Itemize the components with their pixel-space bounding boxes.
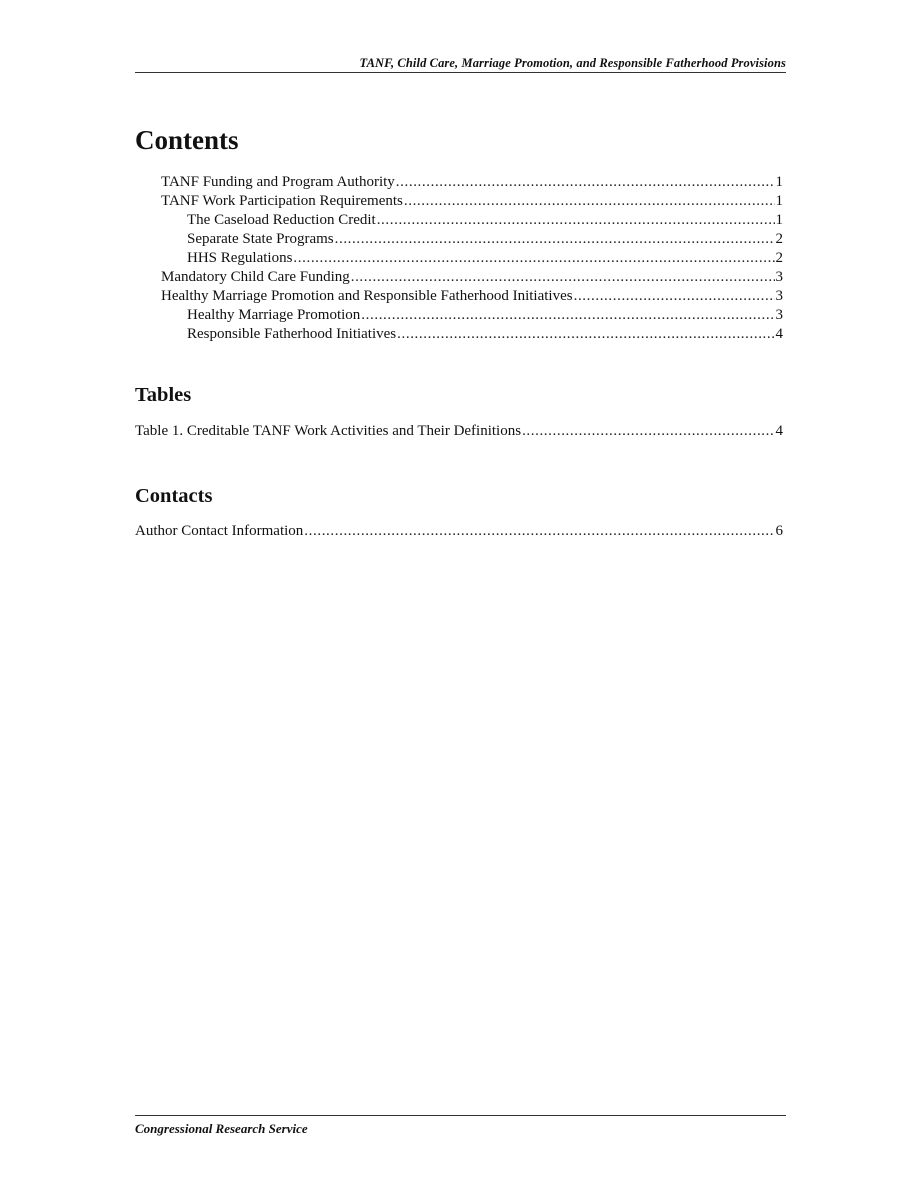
dot-leader (522, 422, 774, 441)
toc-entry-responsible-fatherhood[interactable] (135, 325, 783, 344)
toc-entry-title: The Caseload Reduction Credit (187, 212, 376, 228)
running-footer: Congressional Research Service (135, 1121, 308, 1136)
dot-leader (304, 522, 774, 541)
dot-leader (574, 287, 775, 306)
toc-entry-page: 3 (775, 307, 783, 323)
tables-list (135, 422, 783, 441)
toc-entry-page: 4 (775, 423, 783, 439)
toc-entry-child-care-funding[interactable] (135, 268, 783, 287)
toc-entry-page: 1 (775, 174, 783, 190)
toc-entry-page: 2 (775, 250, 783, 266)
contacts-heading: Contacts (135, 485, 213, 507)
toc-entry-title: Responsible Fatherhood Initiatives (187, 326, 397, 342)
dot-leader (335, 230, 775, 249)
header-rule (135, 72, 786, 73)
dot-leader (351, 268, 775, 287)
toc-entry-title: HHS Regulations (187, 250, 293, 266)
toc-entry-page: 1 (775, 193, 783, 209)
dot-leader (396, 173, 775, 192)
toc-entry-title: Author Contact Information (135, 523, 304, 539)
toc-entry-page: 3 (775, 288, 783, 304)
toc-entry-author-contact[interactable] (135, 522, 783, 541)
toc-entry-title: TANF Funding and Program Authority (161, 174, 395, 190)
toc-entry-page: 6 (775, 523, 783, 539)
toc-entry-title: TANF Work Participation Requirements (161, 193, 403, 209)
toc-entry-title: Healthy Marriage Promotion (187, 307, 361, 323)
toc-entry-work-participation[interactable] (135, 192, 783, 211)
toc-entry-hhs-regulations[interactable] (135, 249, 783, 268)
toc-entry-title: Table 1. Creditable TANF Work Activities and Their Definitions (135, 423, 522, 439)
dot-leader (404, 192, 775, 211)
toc-entry-page: 1 (775, 212, 783, 228)
dot-leader (293, 249, 774, 268)
dot-leader (377, 211, 775, 230)
toc-entry-title: Mandatory Child Care Funding (161, 269, 350, 285)
dot-leader (397, 325, 774, 344)
contents-heading: Contents (135, 125, 239, 155)
dot-leader (361, 306, 774, 325)
toc-entry-title: Healthy Marriage Promotion and Responsible Fatherhood Initiatives (161, 288, 573, 304)
toc-entry-page: 4 (775, 326, 783, 342)
toc-entry-page: 3 (775, 269, 783, 285)
running-header: TANF, Child Care, Marriage Promotion, and Responsible Fatherhood Provisions (359, 56, 786, 70)
footer-rule (135, 1115, 786, 1116)
toc-entry-separate-state-programs[interactable] (135, 230, 783, 249)
toc-entry-tanf-funding[interactable] (135, 173, 783, 192)
contacts-list (135, 522, 783, 541)
toc-entry-healthy-marriage[interactable] (135, 306, 783, 325)
toc-entry-title: Separate State Programs (187, 231, 334, 247)
toc-entry-marriage-fatherhood-initiatives[interactable] (135, 287, 783, 306)
contents-list (135, 173, 783, 344)
tables-heading: Tables (135, 384, 192, 406)
toc-entry-caseload-reduction[interactable] (135, 211, 783, 230)
toc-entry-page: 2 (775, 231, 783, 247)
toc-entry-table-1[interactable] (135, 422, 783, 441)
